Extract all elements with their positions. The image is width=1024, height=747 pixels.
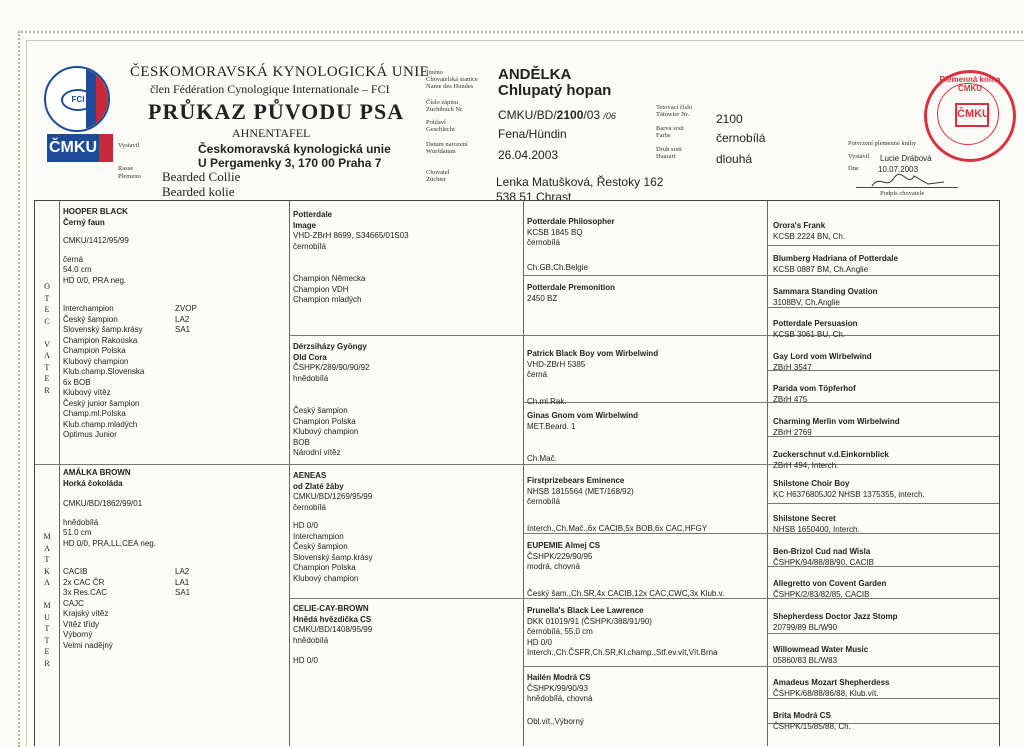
label-breeder: Chovatel Züchter: [426, 169, 450, 183]
gen4-cell: Amadeus Mozart Shepherdess ČSHPK/68/88/86/88, Klub.vít.: [773, 678, 890, 698]
dam-cell: AMÁLKA BROWN Horká čokoláda CMKU/BD/1862/99/01 hnědobílá 51.0 cm HD 0/0, PRA,LL,CEA neg. CACIB 2x CAC ČR 3x Res.CAC CAJC Krajský vítěz Vítěz třídy Výborný Velmi nadějný LA2 LA1 SA1: [63, 468, 191, 650]
confirm-date-label: Dne: [848, 165, 859, 172]
sire-cell: HOOPER BLACK Černý faun CMKU/1412/95/99 černá 54.0 cm HD 0/0, PRA neg. Interchampion Český šampion Slovenský šamp.krásy Champion Rakouska Champion Polska Klubový champion Klub.champ.Slovenska 6x BOB Klubový vítěz Český junior šampion Champ.ml.Polska Klub.champ.mladých Optimus Junior ZVOP LA2 SA1: [63, 207, 197, 439]
gen4-cell: Gay Lord vom Wirbelwind ZBrH 3547: [773, 352, 872, 372]
signature-caption: Podpis chovatele: [880, 190, 925, 197]
confirm-date: 10.07.2003: [878, 165, 919, 174]
breed-label-1: Rasse: [118, 165, 134, 172]
label-dob: Datum narození Wurfdatum: [426, 141, 468, 155]
gen3-cell: Patrick Black Boy vom Wirbelwind VHD-ZBrH 5385 černá Ch.ml.Rak.: [527, 349, 659, 406]
signature: [868, 170, 948, 192]
gen4-cell: Shilstone Choir Boy KC H6376805J02 NHSB 1375355, interch.: [773, 479, 925, 499]
gen4-cell: Parida vom Töpferhof ZBrH 475: [773, 384, 856, 404]
coat-color: černobílá: [716, 131, 766, 145]
coat-type: dlouhá: [716, 152, 753, 166]
gen2-cell: AENEAS od Zlaté žáby CMKU/BD/1269/95/99 černobílá HD 0/0 Interchampion Český šampion Slovenský šamp.krásy Champion Polska Klubový champion: [293, 471, 373, 583]
divider: [767, 245, 999, 246]
document-title: PRŮKAZ PŮVODU PSA: [148, 99, 405, 124]
org-name: ČESKOMORAVSKÁ KYNOLOGICKÁ UNIE: [130, 64, 430, 80]
gen4-cell: Willowmead Water Music 05860/83 BL/W83: [773, 645, 869, 665]
issuer-label: Vystavil: [118, 142, 140, 149]
divider: [59, 201, 60, 746]
divider: [289, 201, 290, 746]
label-reg: Číslo zápisu Zuchtbuch Nr.: [426, 99, 464, 113]
breed-cz: Bearded Collie: [162, 169, 241, 184]
gen4-cell: Blumberg Hadriana of Potterdale KCSB 0887 BM, Ch.Anglie: [773, 254, 898, 274]
gen4-cell: Orora's Frank KCSB 2224 BN, Ch.: [773, 221, 846, 241]
divider: [767, 633, 999, 634]
label-name: Jméno Chovatelská stanice Name des Hundes: [426, 69, 478, 90]
dog-sex: Fena/Hündin: [498, 127, 567, 141]
gen2-cell: CELIE-CAY-BROWN Hnědá hvězdička CS CMKU/BD/1408/95/99 hnědobílá HD 0/0: [293, 604, 373, 665]
label-color: Barva srsti Farbe: [656, 125, 684, 139]
dog-name-2: Chlupatý hopan: [498, 82, 612, 99]
gen4-cell: Charming Merlin vom Wirbelwind ZBrH 2769: [773, 417, 900, 437]
dog-registration: CMKU/BD/2100/03 /06: [498, 108, 616, 122]
gen4-cell: Zuckerschnut v.d.Einkornblick ZBrH 494, Interch.: [773, 450, 889, 470]
gen4-cell: Brita Modrá CS ČSHPK/15/85/88, Ch.: [773, 711, 851, 731]
gen3-cell: Potterdale Premonition 2450 BZ: [527, 283, 616, 303]
confirm-issued-by: Lucie Drábová: [880, 154, 932, 163]
gen3-cell: Firstprizebears Eminence NHSB 1815564 (MET/168/92) černobílá Interch.,Ch.Mač.,6x CACIB,5x BOB,6x CAC,HFGY: [527, 476, 708, 533]
confirm-issued-label: Vystavil: [848, 153, 870, 160]
divider: [523, 275, 999, 276]
issuer-name: Českomoravská kynologická unie: [198, 142, 391, 156]
breeder-name: Lenka Matušková, Řestoky 162: [496, 175, 664, 189]
gen2-cell: Potterdale Image VHD-ZBrH 8699, S34665/01S03 černobílá Champion Německa Champion VDH Champion mladých: [293, 210, 409, 304]
divider: [767, 503, 999, 504]
gen4-cell: Allegretto von Covent Garden ČSHPK/2/83/82/85, CACIB: [773, 579, 887, 599]
divider: [523, 666, 999, 667]
signature-line: [856, 187, 958, 188]
label-tattoo: Tetovací číslo Tätowier Nr.: [656, 104, 693, 118]
breed-label-2: Plemeno: [118, 173, 141, 180]
pedigree-table: [34, 200, 1000, 746]
gen3-cell: Hailén Modrá CS ČSHPK/99/90/93 hnědobílá, chovná Obl.vít.,Výborný: [527, 673, 593, 726]
side-label-mother: M A T K A M U T T E R: [43, 532, 51, 668]
label-sex: Pohlaví Geschlecht: [426, 119, 455, 133]
dog-name-1: ANDĚLKA: [498, 66, 572, 83]
issuer-address: U Pergamenky 3, 170 00 Praha 7: [198, 156, 382, 170]
breed-de: Bearded kolie: [162, 184, 235, 199]
confirm-title: Potvrzení plemenné knihy: [848, 140, 917, 147]
document-subtitle: AHNENTAFEL: [232, 126, 311, 140]
gen4-cell: Ben-Brizol Cud nad Wisla ČSHPK/94/88/88/90, CACIB: [773, 547, 874, 567]
cmku-logo-accent: [99, 134, 113, 162]
gen4-cell: Potterdale Persuasion KCSB 3061 BU, Ch.: [773, 319, 858, 339]
gen3-cell: EUPEMIE Almej CS ČSHPK/229/90/95 modrá, chovná Český šam.,Ch.SR,4x CACIB,12x CAC,CWC,3x Klub.v.: [527, 541, 725, 598]
gen4-cell: Shilstone Secret NHSB 1650400, Interch.: [773, 514, 860, 534]
divider: [523, 201, 524, 746]
breeder-address: 538 51 Chrast: [496, 190, 572, 204]
cmku-logo: ČMKU: [47, 134, 99, 162]
gen2-cell: Dérzsiházy Gyöngy Old Cora ČSHPK/289/90/90/92 hnědobílá Český šampion Champion Polska Klubový champion BOB Národní vítěz: [293, 342, 370, 457]
divider: [767, 201, 768, 746]
label-coat: Druh srsti Haarart: [656, 146, 682, 160]
gen4-cell: Shepherdess Doctor Jazz Stomp 20799/89 BL/W90: [773, 612, 898, 632]
gen3-cell: Potterdale Philosopher KCSB 1845 BQ černobílá Ch.GB,Ch.Belgie: [527, 217, 615, 272]
breed-book-stamp: Plemenná kniha ČMKU ČMKU: [924, 70, 1016, 162]
side-label-father: O T E C V A T E R: [44, 282, 50, 395]
dog-birth-date: 26.04.2003: [498, 148, 559, 162]
gen3-cell: Ginas Gnom vom Wirbelwind MET.Beard. 1 Ch.Mač.: [527, 411, 639, 463]
tattoo-number: 2100: [716, 112, 743, 126]
gen4-cell: Sammara Standing Ovation 3108BV, Ch.Anglie: [773, 287, 878, 307]
fci-logo: FCI: [44, 66, 110, 132]
fci-member: člen Fédération Cynologique Internationale – FCI: [150, 82, 390, 96]
gen3-cell: Prunella's Black Lee Lawrence DKK 01019/91 (ČSHPK/388/91/90) černobílá, 55.0 cm HD 0/0 Interch.,Ch.ČSFR,Ch.SR,Kl.champ.,Stf.ev.vít,Vít.Brna: [527, 606, 718, 657]
